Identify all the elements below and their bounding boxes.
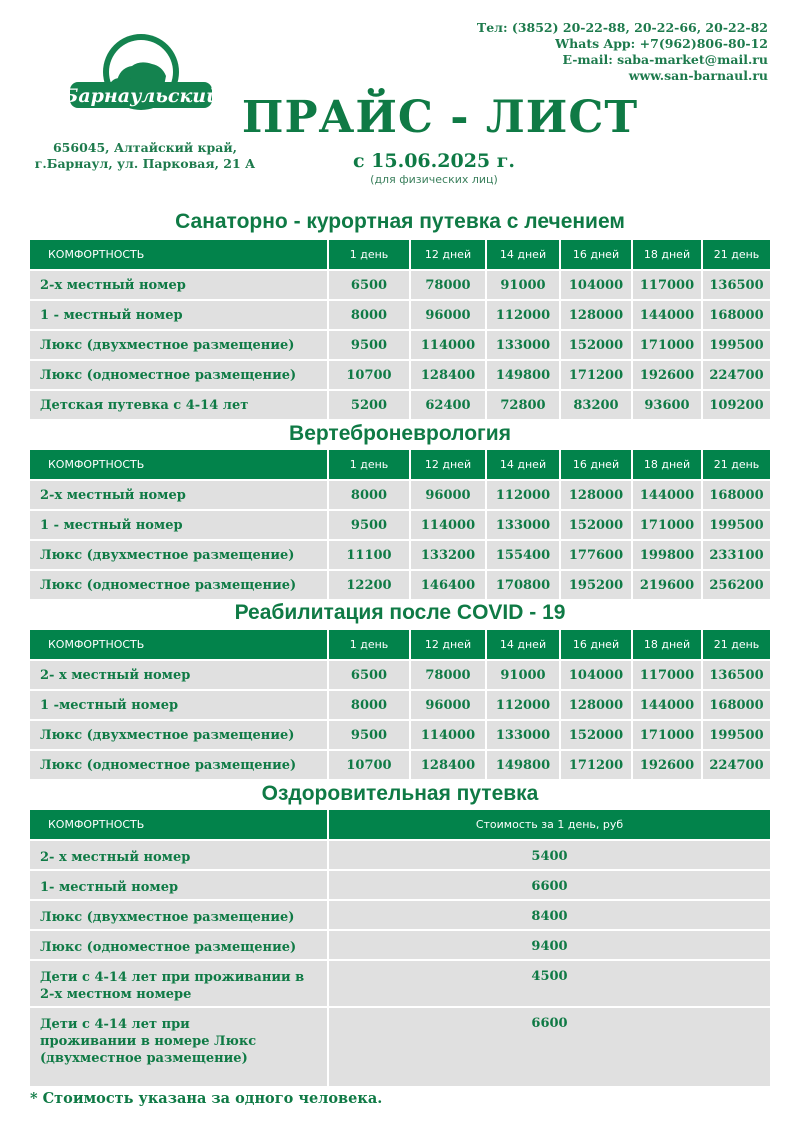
room-type: Люкс (двухместное размещение) (30, 330, 328, 360)
price-cell: 117000 (632, 660, 702, 690)
price-cell: 199800 (632, 540, 702, 570)
table-row (30, 360, 770, 390)
table-header-row (30, 630, 770, 660)
phone-text: Тел: (3852) 20-22-88, 20-22-66, 20-22-82 (476, 20, 768, 35)
column-header: 1 день (328, 630, 410, 660)
room-type: 2- х местный номер (30, 840, 328, 870)
contacts-block (477, 20, 768, 84)
price-cell: 8000 (328, 690, 410, 720)
column-header: 16 дней (560, 240, 632, 270)
column-header: КОМФОРТНОСТЬ (30, 630, 328, 660)
footnote: * Стоимость указана за одного человека. (30, 1090, 383, 1107)
table-row (30, 480, 770, 510)
column-header: 12 дней (410, 240, 486, 270)
section-title-wellness: Оздоровительная путевка (261, 782, 539, 805)
table-row (30, 750, 770, 779)
price-cell: 171200 (560, 750, 632, 779)
column-header: 12 дней (410, 450, 486, 480)
price-cell: 96000 (410, 300, 486, 330)
table-header-row (30, 810, 770, 840)
column-header: Стоимость за 1 день, руб (328, 810, 770, 840)
price-cell: 8400 (328, 900, 770, 930)
table-row (30, 270, 770, 300)
room-type: Люкс (двухместное размещение) (30, 540, 328, 570)
price-cell: 224700 (702, 360, 770, 390)
column-header: 14 дней (486, 450, 560, 480)
price-cell: 171000 (632, 330, 702, 360)
table-row (30, 960, 770, 1007)
price-cell: 96000 (410, 690, 486, 720)
column-header: 21 день (702, 240, 770, 270)
price-cell: 78000 (410, 660, 486, 690)
column-header: 18 дней (632, 630, 702, 660)
price-cell: 146400 (410, 570, 486, 599)
column-header: 14 дней (486, 630, 560, 660)
price-cell: 149800 (486, 750, 560, 779)
room-type: Дети с 4-14 лет при проживании в 2-х местном номере (30, 960, 328, 1007)
price-cell: 114000 (410, 330, 486, 360)
column-header: 21 день (702, 450, 770, 480)
table-header-row (30, 450, 770, 480)
price-cell: 10700 (328, 750, 410, 779)
price-cell: 152000 (560, 510, 632, 540)
price-cell: 93600 (632, 390, 702, 419)
price-cell: 9500 (328, 330, 410, 360)
room-type: 1 - местный номер (30, 510, 328, 540)
column-header: 14 дней (486, 240, 560, 270)
price-cell: 4500 (328, 960, 770, 1007)
price-cell: 133000 (486, 330, 560, 360)
column-header: 18 дней (632, 240, 702, 270)
price-cell: 114000 (410, 510, 486, 540)
room-type: 1 - местный номер (30, 300, 328, 330)
price-cell: 5200 (328, 390, 410, 419)
price-cell: 133000 (486, 720, 560, 750)
price-cell: 170800 (486, 570, 560, 599)
table-row (30, 1007, 770, 1086)
table-row (30, 900, 770, 930)
room-type: Дети с 4-14 лет при проживании в номере Люкс (двухместное размещение) (30, 1007, 328, 1086)
page-title: ПРАЙС - ЛИСТ (241, 92, 639, 143)
price-cell: 192600 (632, 750, 702, 779)
price-cell: 6500 (328, 660, 410, 690)
table-row (30, 720, 770, 750)
price-cell: 144000 (632, 690, 702, 720)
price-cell: 104000 (560, 660, 632, 690)
price-cell: 83200 (560, 390, 632, 419)
price-cell: 155400 (486, 540, 560, 570)
room-type: Детская путевка с 4-14 лет (30, 390, 328, 419)
price-cell: 224700 (702, 750, 770, 779)
price-cell: 9500 (328, 510, 410, 540)
price-cell: 168000 (702, 690, 770, 720)
price-cell: 9400 (328, 930, 770, 960)
column-header: 16 дней (560, 450, 632, 480)
table-header-row (30, 240, 770, 270)
table-row (30, 300, 770, 330)
column-header: КОМФОРТНОСТЬ (30, 240, 328, 270)
price-table-sanatorium (30, 240, 770, 419)
table-row (30, 930, 770, 960)
column-header: 18 дней (632, 450, 702, 480)
column-header: 21 день (702, 630, 770, 660)
price-cell: 78000 (410, 270, 486, 300)
price-cell: 114000 (410, 720, 486, 750)
room-type: Люкс (одноместное размещение) (30, 570, 328, 599)
room-type: 2-х местный номер (30, 480, 328, 510)
price-cell: 149800 (486, 360, 560, 390)
table-row (30, 690, 770, 720)
room-type: 1 -местный номер (30, 690, 328, 720)
column-header: 1 день (328, 240, 410, 270)
room-type: 1- местный номер (30, 870, 328, 900)
table-row (30, 540, 770, 570)
price-cell: 128000 (560, 300, 632, 330)
column-header: КОМФОРТНОСТЬ (30, 810, 328, 840)
room-type: Люкс (одноместное размещение) (30, 930, 328, 960)
price-cell: 199500 (702, 720, 770, 750)
price-cell: 8000 (328, 300, 410, 330)
column-header: 16 дней (560, 630, 632, 660)
price-cell: 199500 (702, 330, 770, 360)
price-cell: 152000 (560, 330, 632, 360)
price-cell: 168000 (702, 480, 770, 510)
price-cell: 112000 (486, 300, 560, 330)
column-header: 1 день (328, 450, 410, 480)
price-cell: 5400 (328, 840, 770, 870)
price-cell: 62400 (410, 390, 486, 419)
price-cell: 133200 (410, 540, 486, 570)
price-cell: 117000 (632, 270, 702, 300)
price-cell: 6600 (328, 870, 770, 900)
price-cell: 6600 (328, 1007, 770, 1086)
price-cell: 9500 (328, 720, 410, 750)
price-cell: 199500 (702, 510, 770, 540)
price-cell: 144000 (632, 480, 702, 510)
whatsapp-text: Whats App: +7(962)806-80-12 (555, 36, 768, 51)
price-cell: 6500 (328, 270, 410, 300)
price-table-vertebroneurology (30, 450, 770, 599)
price-cell: 171000 (632, 510, 702, 540)
price-cell: 256200 (702, 570, 770, 599)
price-cell: 12200 (328, 570, 410, 599)
price-cell: 168000 (702, 300, 770, 330)
room-type: 2-х местный номер (30, 270, 328, 300)
room-type: Люкс (одноместное размещение) (30, 360, 328, 390)
table-row (30, 330, 770, 360)
room-type: Люкс (двухместное размещение) (30, 900, 328, 930)
price-cell: 171200 (560, 360, 632, 390)
price-cell: 128400 (410, 750, 486, 779)
room-type: Люкс (двухместное размещение) (30, 720, 328, 750)
price-cell: 72800 (486, 390, 560, 419)
table-row (30, 660, 770, 690)
address-line-1: 656045, Алтайский край, (52, 140, 238, 155)
room-type: Люкс (одноместное размещение) (30, 750, 328, 779)
column-header: КОМФОРТНОСТЬ (30, 450, 328, 480)
address-line-2: г.Барнаул, ул. Парковая, 21 А (34, 156, 256, 171)
price-table-wellness (30, 810, 770, 1086)
price-cell: 112000 (486, 480, 560, 510)
website-link[interactable]: www.san-barnaul.ru (628, 68, 768, 83)
table-row (30, 390, 770, 419)
section-title-covid-rehab: Реабилитация после COVID - 19 (234, 601, 566, 624)
price-cell: 195200 (560, 570, 632, 599)
price-cell: 136500 (702, 270, 770, 300)
audience-note: (для физических лиц) (370, 173, 498, 186)
svg-text:Барнаульский: Барнаульский (66, 85, 216, 107)
price-cell: 133000 (486, 510, 560, 540)
price-cell: 10700 (328, 360, 410, 390)
price-cell: 219600 (632, 570, 702, 599)
price-cell: 136500 (702, 660, 770, 690)
table-row (30, 570, 770, 599)
price-cell: 128000 (560, 480, 632, 510)
column-header: 12 дней (410, 630, 486, 660)
email-link[interactable]: E-mail: saba-market@mail.ru (562, 52, 768, 67)
price-cell: 128000 (560, 690, 632, 720)
price-cell: 11100 (328, 540, 410, 570)
price-cell: 104000 (560, 270, 632, 300)
price-cell: 177600 (560, 540, 632, 570)
section-title-sanatorium: Санаторно - курортная путевка с лечением (175, 210, 625, 233)
price-cell: 152000 (560, 720, 632, 750)
table-row (30, 840, 770, 870)
price-cell: 171000 (632, 720, 702, 750)
price-table-covid-rehab (30, 630, 770, 779)
price-cell: 192600 (632, 360, 702, 390)
price-cell: 112000 (486, 690, 560, 720)
table-row (30, 870, 770, 900)
section-title-vertebroneurology: Вертеброневрология (289, 422, 511, 445)
table-row (30, 510, 770, 540)
price-cell: 128400 (410, 360, 486, 390)
room-type: 2- х местный номер (30, 660, 328, 690)
price-cell: 8000 (328, 480, 410, 510)
price-cell: 144000 (632, 300, 702, 330)
price-cell: 109200 (702, 390, 770, 419)
price-cell: 233100 (702, 540, 770, 570)
effective-date: с 15.06.2025 г. (352, 150, 516, 172)
price-cell: 91000 (486, 270, 560, 300)
price-cell: 91000 (486, 660, 560, 690)
price-cell: 96000 (410, 480, 486, 510)
